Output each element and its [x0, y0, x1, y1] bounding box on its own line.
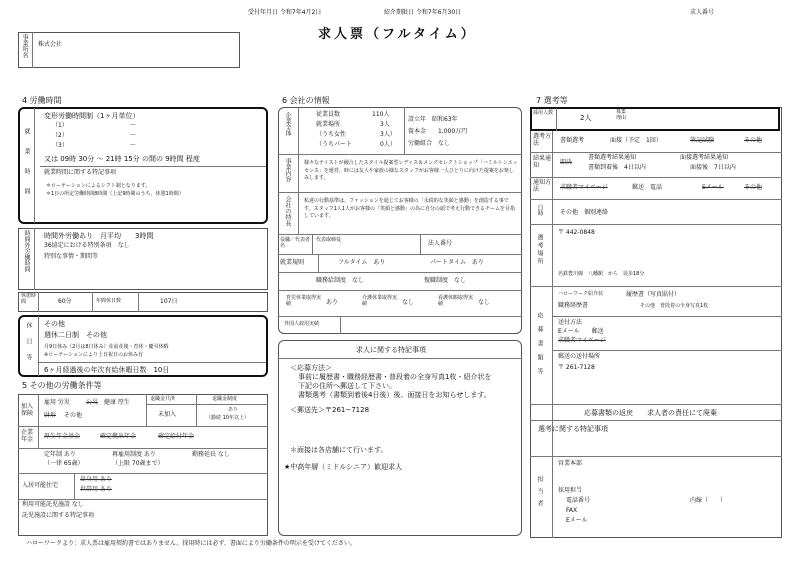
hours-system: 変形労働時間制（1ヶ月単位）: [44, 112, 140, 120]
insurance-strike: 公災: [86, 399, 99, 406]
special-circumstance: 特別な事情・期間等: [44, 253, 99, 260]
notify-mail-phone: 郵送 電話: [632, 184, 663, 191]
docs-cv: 職務経歴書: [558, 302, 589, 309]
contact-label: 担当者: [536, 476, 543, 512]
pension-1: 厚生年金基金: [44, 433, 81, 440]
annual-holiday-label: 年間休日数: [96, 298, 122, 304]
fulltime-rules: フルタイム あり: [338, 259, 386, 266]
insurance-label: 加入保険: [21, 403, 34, 417]
housing-single: 単身用 あり: [80, 476, 112, 483]
sec7-heading: 7 選考等: [536, 96, 568, 105]
hours-or: 又は 09時 30分 〜 21時 15分 の間の 9時間 程度: [44, 155, 200, 163]
hours-special-2: ＊1日の所定労働時間8時間（上記9時間のうち、休憩1時間）: [46, 191, 184, 197]
apply-line-1: 事前に履歴書・職務経歴書・普段着の全身写真1枚・紹介状を: [298, 373, 492, 381]
page-title: 求人票（フルタイム）: [318, 27, 477, 42]
nurse-leave-value: なし: [478, 299, 491, 306]
hours-row3: （3）: [52, 142, 68, 149]
date-note: 個別連絡: [584, 209, 609, 216]
emp-site-label: 就業場所: [316, 121, 341, 128]
method-label: 選考方法: [533, 133, 552, 147]
hours-row1: （1）: [52, 122, 68, 129]
feature-text: 私達の行動基準は、ファッションを通じてお客様の「永続的な笑顔と感動」を創造する事です。スタッフ1人1人がお客様の「笑顔と感動」の為に自分の頭で考え行動できるチームを目指しています。: [304, 198, 515, 219]
pension-label: 企業年金: [21, 429, 34, 443]
insurance-text2: 健康 厚生: [104, 399, 130, 406]
docs-referral: ハローワーク紹介状: [558, 291, 604, 297]
footer-note: ハローワークより：求人票は雇用契約書ではありません。採用時には必ず、書面により労働条件の明示を受けてください。: [26, 540, 356, 547]
contact-tel: 電話番号: [566, 497, 591, 504]
wage-system: 職務給制度 なし: [316, 277, 365, 284]
insurance-strike2: 財形: [44, 412, 57, 419]
rest-value: 60分: [58, 298, 72, 305]
place-access: 名鉄豊川線 八幡駅 から 徒歩18分: [558, 271, 645, 277]
hours-tilde3: 〜: [130, 142, 137, 149]
date-label: 日時: [536, 204, 543, 216]
return-docs: 応募書類の返戻 求人者の責任にて廃棄: [584, 409, 717, 417]
holiday-note-1: 月9日休み（2月は8日休み）産前産後・育休・慶弔休暇: [44, 344, 169, 350]
docs-send-method: Eメール 郵送: [558, 328, 604, 335]
foreign-hire-label: 外国人雇用実績: [284, 321, 320, 327]
place-label: 選考場所: [536, 234, 543, 266]
office-name: 株式会社: [38, 41, 63, 48]
apply-line-2: 下記の住所へ郵送して下さい。: [298, 382, 396, 390]
rehire: 再雇用制度 あり: [112, 451, 156, 458]
notify-other: その他: [744, 184, 763, 191]
hire-count-box: [530, 107, 780, 131]
childcare-note-label: 託児施設に関する特記事項: [22, 512, 95, 519]
childcare-leave-label: 育児休業取得実績: [286, 295, 322, 307]
capital: 資本金 1,000万円: [408, 128, 468, 135]
docs-address-zip: 〒 261-7128: [558, 364, 595, 371]
rep-title: 代表取締役: [316, 237, 342, 243]
apply-heading: ＜応募方法＞: [290, 364, 332, 372]
result-instant: 即決: [560, 159, 573, 166]
docs-other: その他 普段着の全身写真1枚: [640, 303, 709, 309]
sec6-heading: 6 会社の情報: [282, 96, 330, 105]
selection-note-label: 選考に関する特記事項: [538, 425, 608, 433]
docs-resume: 履歴書（写真貼付）: [626, 291, 681, 298]
method-2: 面接（予定 1回）: [610, 137, 662, 144]
welcome-note: ★中高年層（ミドルシニア）歓迎求人: [284, 463, 403, 471]
childcare-leave-value: あり: [326, 299, 339, 306]
founded: 設立年 昭和63年: [408, 116, 458, 123]
retire-pay-value: 未加入: [158, 411, 177, 418]
retire-age-note: （一律 65歳）: [44, 460, 84, 467]
rest-box: [18, 292, 268, 312]
retire-pay-label: 退職金共済: [150, 396, 176, 402]
notify-label: 通知方法: [533, 179, 552, 193]
emp-part-value: 0人）: [380, 141, 396, 148]
docs-address-label: 郵送の送付場所: [558, 353, 601, 360]
retire-system-note: （勤続 10年以上）: [206, 415, 249, 421]
holiday-other: その他: [44, 320, 65, 328]
notify-mypage: 求職者マイページ: [560, 184, 608, 191]
hire-count-value: 2人: [580, 114, 592, 122]
insurance-text: 雇用 労災: [44, 399, 70, 406]
pension-2: 確定拠出年金: [100, 433, 137, 440]
method-3: 筆記試験: [690, 137, 715, 144]
notify-email: Eメール: [702, 184, 724, 191]
business-text: 様々なテイストが融合したスタイル提案型レディス＆メンズセレクトショップ「ハミルトンエッセンス」を運営。時には友人や家族の様なスタッフがお客様一人ひとりに向けた提案をお楽しみします。: [304, 160, 518, 181]
nurse-leave-label: 看護休暇取得実績: [438, 295, 474, 307]
hours-row2: （2）: [52, 132, 68, 139]
hours-tilde2: 〜: [130, 132, 137, 139]
job-number-label: 求人番号: [690, 9, 715, 16]
emp-part-label: （うちパート: [316, 141, 353, 148]
apply-line-3: 書類選考（書類到着後4日後）後、面接日をお知らせします。: [298, 391, 491, 399]
result-interview-days: 面接後 7日以内: [690, 164, 736, 171]
office-label: 事業所名: [21, 34, 28, 58]
rules-label: 就業規則: [280, 259, 305, 266]
emp-total-label: 従業員数: [316, 111, 341, 118]
result-doc-days: 書類到着後 4日以内: [588, 164, 646, 171]
return-system: 復職制度 なし: [424, 277, 467, 284]
result-doc-label: 書類選考結果通知: [588, 154, 637, 161]
holiday-note-2: ※ローテーションにより土日祝日のお休み有: [44, 352, 143, 358]
paid-leave: 6ヶ月経過後の年次有給休暇日数 10日: [44, 366, 170, 374]
care-leave-label: 介護休業取得実績: [362, 295, 398, 307]
contact-fax: FAX: [566, 507, 578, 514]
hours-label: 就業時間: [23, 128, 30, 208]
result-interview-label: 面接選考結果通知: [680, 154, 729, 161]
holiday-label: 休日等: [25, 322, 32, 370]
contact-dept: 営業本部: [558, 460, 583, 467]
result-label: 結果通知: [533, 155, 552, 169]
special-notes-title: 求人に関する特記事項: [356, 346, 426, 354]
retire-age: 定年制 あり: [44, 451, 76, 458]
received-date: 受付年月日 令和7年4月2日: [248, 9, 322, 16]
office-box: [18, 32, 240, 68]
interview-note: ＊面接は各店舗にて行います。: [290, 446, 388, 454]
emp-women-value: 3人）: [380, 131, 396, 138]
rest-label: 休憩時間: [21, 293, 37, 305]
docs-send-label: 送付方法: [558, 319, 583, 326]
place-zip: 〒 442-0848: [558, 229, 595, 236]
care-leave-value: なし: [402, 299, 415, 306]
rehire-note: （上限 70歳まで）: [112, 460, 164, 467]
parttime-rules: パートタイム あり: [430, 259, 484, 266]
business-label: 事業内容: [284, 158, 291, 182]
docs-send-mypage: 求職者マイページ: [558, 337, 606, 344]
emp-site-value: 3人: [380, 121, 390, 128]
sec5-heading: 5 その他の労働条件等: [22, 381, 102, 390]
contact-person: 採用担当: [558, 487, 583, 494]
emp-total-value: 110人: [372, 111, 390, 118]
pension-3: 確定給付年金: [158, 433, 195, 440]
hours-special-1: ＊ローテーションによるシフト制となります。: [46, 183, 151, 189]
rep-label: 役職／代表者名: [280, 237, 311, 249]
holiday-weekly: 週休二日制 その他: [44, 331, 107, 339]
contact-email: Eメール: [566, 517, 588, 524]
corp-number-label: 法人番号: [428, 240, 453, 247]
date-value: その他: [560, 209, 579, 216]
hire-count-label: 採用人数: [533, 110, 554, 116]
hours-special-title: 就業時間に関する特記事項: [44, 169, 117, 176]
overtime-value: 時間外労働あり 月平均 3時間: [44, 232, 154, 240]
childcare-facility: 利用可能託児施設 なし: [22, 501, 84, 508]
docs-label: 応募書類等: [536, 312, 543, 382]
sec4-heading: 4 労働時間: [22, 96, 62, 105]
referral-deadline: 紹介期限日 令和7年6月30日: [384, 9, 462, 16]
contact-ext: 内線（ ）: [690, 497, 727, 504]
housing-label: 入居可能住宅: [22, 482, 59, 489]
retire-system-label: 退職金制度: [212, 396, 238, 402]
union: 労働組合 なし: [408, 140, 451, 147]
mailing-address: ＜郵送先＞〒261−7128: [290, 406, 370, 414]
hire-reason-label: 募集理由: [616, 109, 627, 121]
retire-system-value: あり: [228, 407, 239, 413]
work-extension: 勤務延長 なし: [192, 451, 230, 458]
feature-label: 会社の特長: [284, 196, 291, 226]
method-4: その他: [744, 137, 763, 144]
housing-family: 世帯用 あり: [80, 486, 112, 493]
employee-label: 企業全体: [284, 112, 291, 136]
emp-women-label: （うち女性: [316, 131, 347, 138]
insurance-other: その他: [64, 412, 83, 419]
hours-tilde1: 〜: [130, 122, 137, 129]
annual-holiday-value: 107日: [160, 298, 178, 305]
overtime-label: 時間外労働時間: [23, 230, 30, 272]
agreement-text: 36協定における特別条項 なし: [44, 242, 130, 249]
method-1: 書類選考: [560, 137, 585, 144]
